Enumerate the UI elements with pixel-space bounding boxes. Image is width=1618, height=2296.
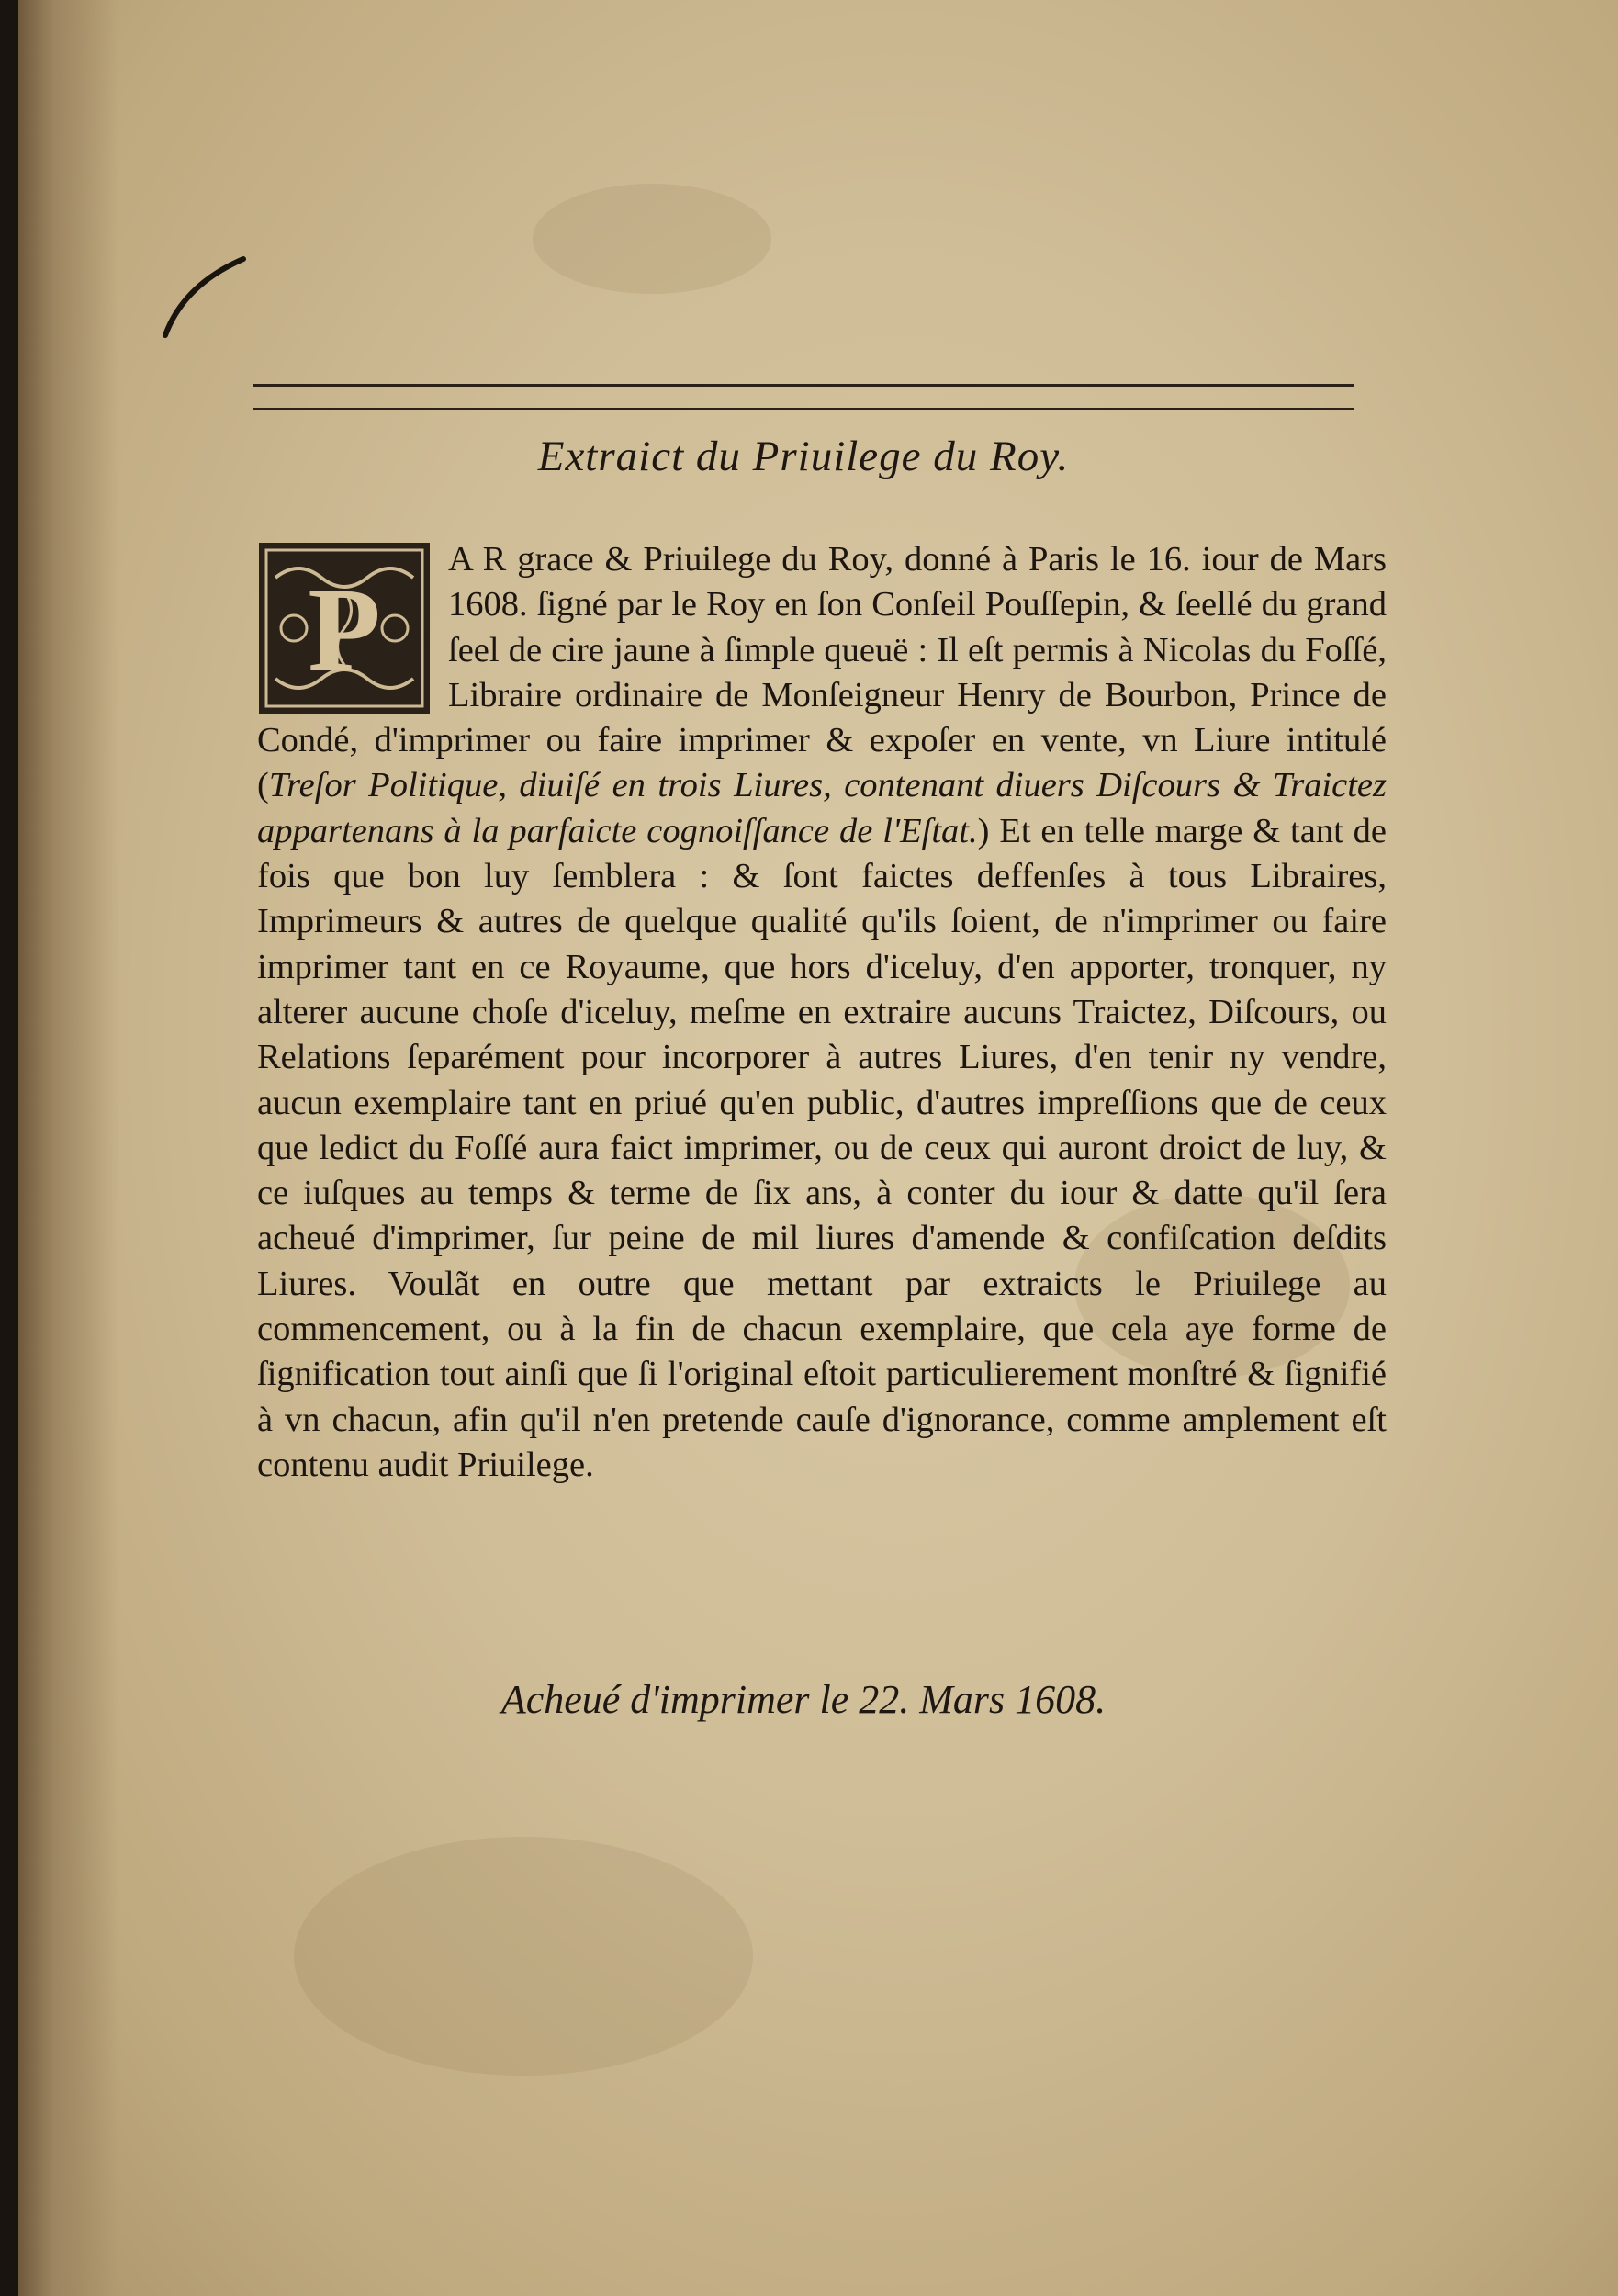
pen-stroke-mark [156,248,266,349]
dropcap-ornament [257,541,432,715]
text-part-1: grace & Priuilege du Roy, donné à Paris le 16. iour de Mars 1608. ſigné par le Roy en ſon Conſeil Pouſſepin, & ſeellé du grand ſeel de cire jaune à ſimple queuë : Il eſt permis à Nicolas du Foſſé, Libraire ordinaire de Monſeigneur Henry de Bourbon, Prince de Condé, d'imprimer ou faire imprimer & expoſer en vente, vn Liure intitulé ( [257,540,1388,805]
colophon: Acheué d'imprimer le 22. Mars 1608. [500,1677,1107,1722]
dropcap-letter: P [308,564,381,696]
top-rule [253,384,1354,387]
binding-shadow [18,0,119,2296]
page-title: Extraict du Priuilege du Roy. [537,433,1070,480]
text-part-2: ) Et en telle marge & tant de fois que bon luy ſemblera : & ſont faictes deffenſes à tous Libraires, Imprimeurs & autres de quelque qualité qu'ils ſoient, de n'imprimer ou faire imprimer tant en ce Royaume, que hors d'iceluy, d'en apporter, tronquer, ny alterer aucune choſe d'iceluy, meſme en extraire aucuns Traictez, Diſcours, ou Relations ſeparément pour incorporer à autres Liures, d'en tenir ny vendre, aucun exemplaire tant en priué qu'en public, d'autres impreſſions que de ceux que ledict du Foſſé aura faict imprimer, ou de ceux qui auront droict de luy, & ce iuſques au temps & terme de ſix ans, à conter du iour & datte qu'il ſera acheué d'imprimer, ſur peine de mil liures d'amende & confiſcation deſdits Liures. Voulãt en outre que mettant par extraicts le Priuilege au commencement, ou à la fin de chacun exemplaire, que cela aye forme de ſignification tout ainſi que ſi l'original eſtoit particulierement monſtré & ſignifié à vn chacun, afin qu'il n'en pretende cauſe d'ignorance, comme amplement eſt contenu audit Priuilege. [257,811,1387,1484]
privilege-text [257,537,1387,1488]
paper-stain [533,184,771,294]
opening-smallcaps: A R [448,540,507,579]
ornamental-dropcap [257,541,432,715]
paper-stain [294,1837,753,2076]
book-title: Treſor Politique, diuiſé en trois Liures, contenant diuers Diſcours & Traictez appartenans à la parfaicte cognoiſſance de l'Eſtat. [257,766,1387,850]
top-rule [253,408,1354,410]
document-page [18,0,1618,2296]
